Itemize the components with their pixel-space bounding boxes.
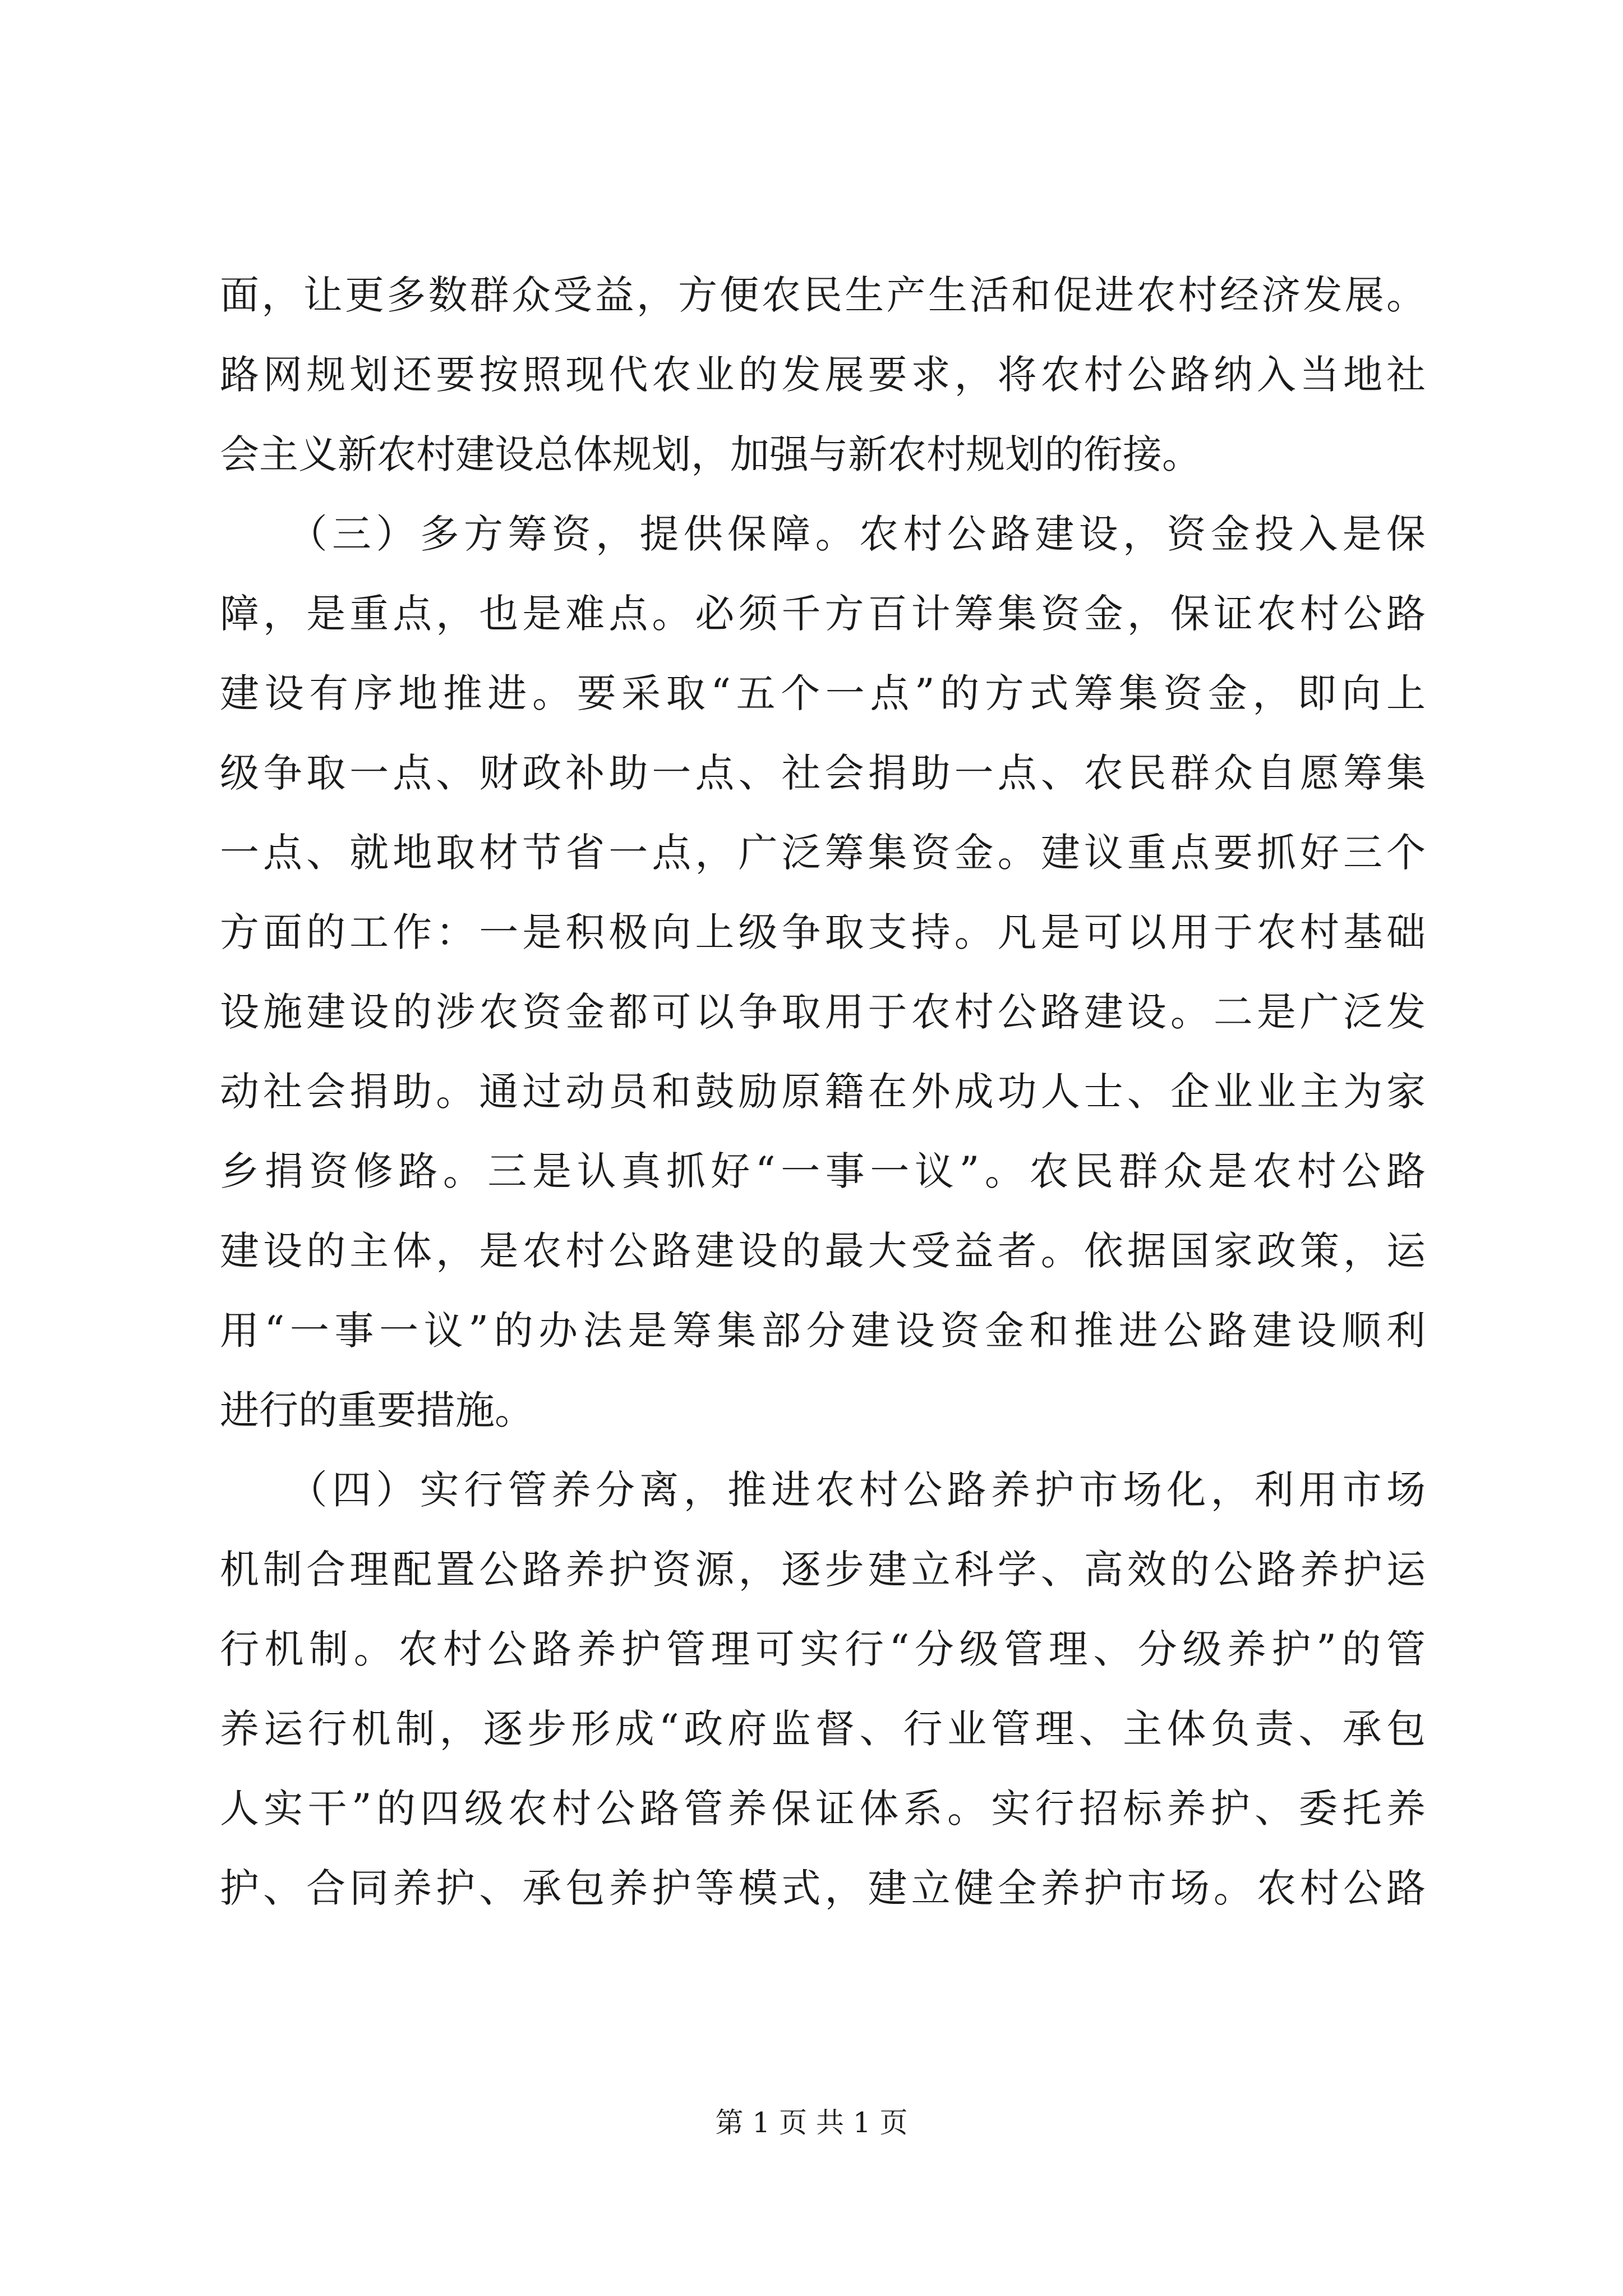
text-line: 乡捐资修路。三是认真抓好“一事一议”。农民群众是农村公路 — [220, 1148, 1426, 1194]
text-line: 建设有序地推进。要采取“五个一点”的方式筹集资金，即向上 — [220, 670, 1426, 716]
text-line: 机制合理配置公路养护资源，逐步建立科学、高效的公路养护运 — [220, 1547, 1426, 1593]
text-line: 护、合同养护、承包养护等模式，建立健全养护市场。农村公路 — [220, 1865, 1426, 1911]
text-line: 方面的工作：一是积极向上级争取支持。凡是可以用于农村基础 — [220, 909, 1426, 955]
text-line: 行机制。农村公路养护管理可实行“分级管理、分级养护”的管 — [220, 1626, 1426, 1672]
text-line: 动社会捐助。通过动员和鼓励原籍在外成功人士、企业业主为家 — [220, 1069, 1426, 1115]
text-line: 设施建设的涉农资金都可以争取用于农村公路建设。二是广泛发 — [220, 989, 1426, 1035]
text-line: 一点、就地取材节省一点，广泛筹集资金。建议重点要抓好三个 — [220, 830, 1426, 876]
text-line: 养运行机制，逐步形成“政府监督、行业管理、主体负责、承包 — [220, 1706, 1426, 1752]
text-line: 人实干”的四级农村公路管养保证体系。实行招标养护、委托养 — [220, 1786, 1426, 1832]
text-line: 用“一事一议”的办法是筹集部分建设资金和推进公路建设顺利 — [220, 1308, 1426, 1354]
text-line: 进行的重要措施。 — [220, 1387, 534, 1433]
text-line: （四）实行管养分离，推进农村公路养护市场化，利用市场 — [220, 1467, 1426, 1513]
text-line: 面，让更多数群众受益，方便农民生产生活和促进农村经济发展。 — [220, 272, 1426, 318]
text-line: 路网规划还要按照现代农业的发展要求，将农村公路纳入当地社 — [220, 352, 1426, 398]
text-line: 建设的主体，是农村公路建设的最大受益者。依据国家政策，运 — [220, 1228, 1426, 1274]
text-line: 障，是重点，也是难点。必须千方百计筹集资金，保证农村公路 — [220, 591, 1426, 637]
page-footer: 第 1 页 共 1 页 — [715, 2106, 908, 2139]
text-line: 级争取一点、财政补助一点、社会捐助一点、农民群众自愿筹集 — [220, 750, 1426, 796]
document-body — [220, 255, 1426, 1928]
text-line: 会主义新农村建设总体规划，加强与新农村规划的衔接。 — [220, 431, 1201, 477]
text-line: （三）多方筹资，提供保障。农村公路建设，资金投入是保 — [220, 511, 1426, 557]
